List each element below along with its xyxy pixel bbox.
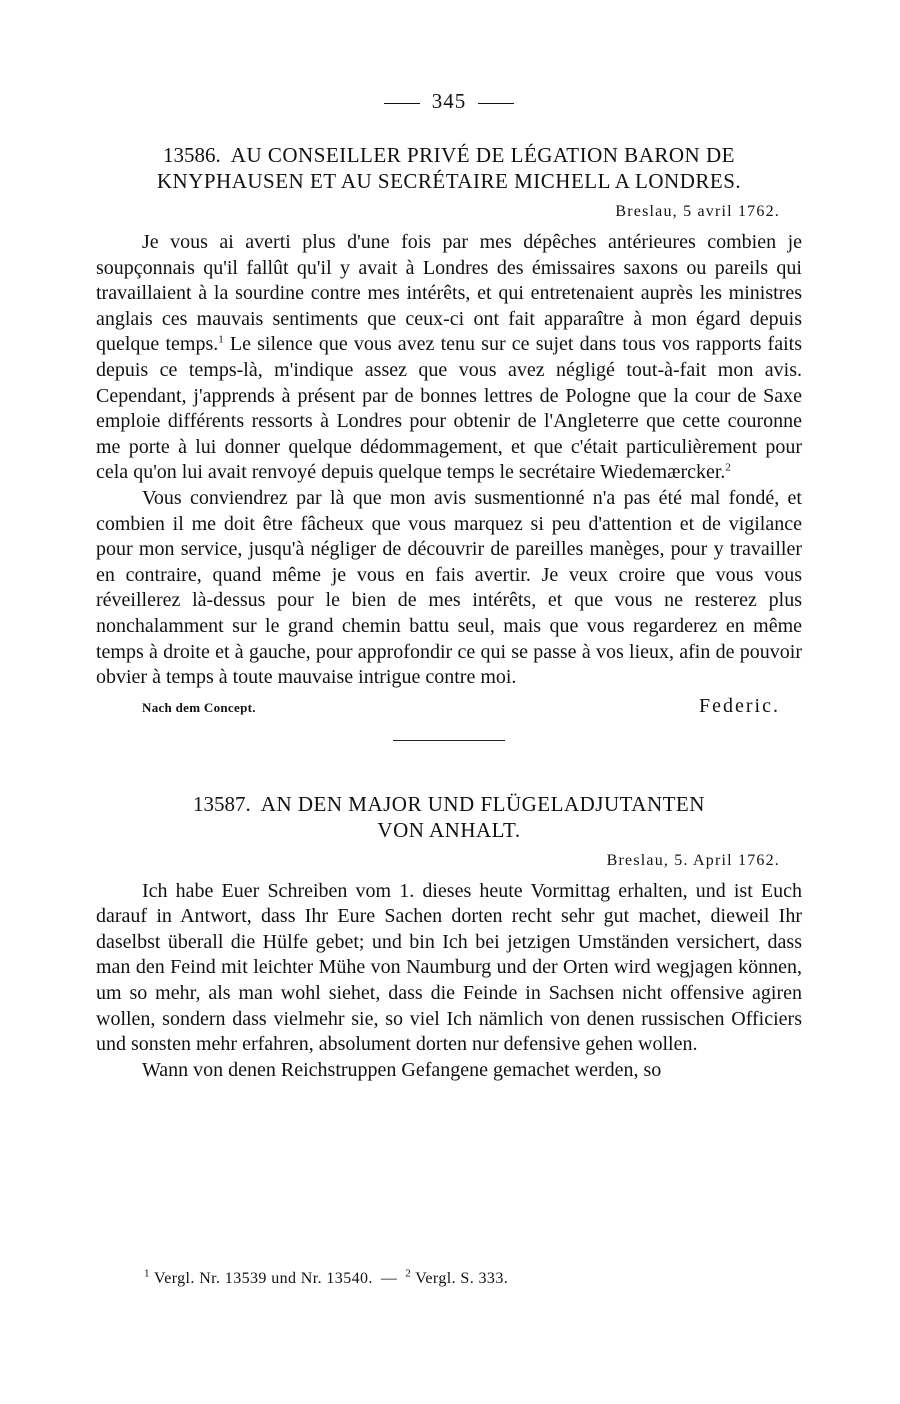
- letter-heading-line2: KNYPHAUSEN ET AU SECRÉTAIRE MICHELL A LONDRES.: [156, 169, 742, 193]
- paragraph-text: Wann von denen Reichstruppen Gefangene gemachet werden, so: [142, 1058, 662, 1081]
- paragraph-text: Le silence que vous avez tenu sur ce sujet dans tous vos rapports faits depuis ce temps-là, m'indique assez que vous avez négligé tout-à-fait mon avis. Cependant, j'apprends à présent par de bonnes lettres de Pologne que la cour de Saxe emploie différents ressorts à Londres pour obtenir de l'Angleterre que cette couronne me porte à lui donner quelque dédommagement, et que c'était particulièrement pour cela qu'on lui avait renvoyé depuis quelque temps le secrétaire Wiedemærcker.: [96, 333, 802, 484]
- footnote: [144, 1267, 373, 1287]
- dateline: Breslau, 5. April 1762.: [606, 851, 780, 869]
- letter-heading-line1: AU CONSEILLER PRIVÉ DE LÉGATION BARON DE: [230, 143, 735, 167]
- dateline: Breslau, 5 avril 1762.: [615, 203, 780, 220]
- footnotes: [144, 1267, 509, 1288]
- page-content: [96, 80, 802, 1083]
- page-number-dash-right: [478, 103, 514, 104]
- footnote: [405, 1267, 509, 1287]
- footnote-ref: 1: [218, 333, 224, 346]
- page-number-dash-left: [384, 103, 420, 104]
- footnote-marker: 2: [405, 1267, 412, 1280]
- letter-number: 13587.: [193, 791, 251, 816]
- paragraph-text: Vous conviendrez par là que mon avis susmentionné n'a pas été mal fondé, et combien il me doit être fâcheux que vous marquez si peu d'attention et de vigilance pour mon service, jusqu'à négliger de découvrir de pareilles manèges, pour y travailler en contraire, quand même je vous en fais avertir. Je veux croire que vous vous réveillerez là-dessus pour le bien de mes intérêts, et que vous ne resterez plus nonchalamment sur le grand chemin battu seul, mais que vous regarderez en même temps à droite et à gauche, pour approfondir ce qui se passe à vos lieux, afin de pouvoir obvier à temps à toute mauvaise intrigue contre moi.: [96, 486, 802, 689]
- letter-heading: [96, 142, 802, 194]
- footnote-ref: 2: [725, 461, 731, 474]
- paragraph-text: Ich habe Euer Schreiben vom 1. dieses heute Vormittag erhalten, und ist Euch darauf in Antwort, dass Ihr Eure Sachen dorten recht sehr gut machet, dieweil Ihr daselbst überall die Hülfe gebet; und bin Ich bei jetzigen Umständen versichert, dass man den Feind mit leichter Mühe von Naumburg und der Orten wird wegjagen können, um so mehr, als man wohl siehet, dass die Feinde in Sachsen nicht offensive agiren wollen, sondern dass vielmehr sie, so viel Ich nämlich von denen russischen Officiers und sonsten mehr erfahren, absolument dorten nur defensive gehen wollen.: [96, 879, 802, 1056]
- letter-13587: [96, 791, 802, 1084]
- page-number: [96, 88, 802, 114]
- letter-paragraph: [96, 486, 802, 691]
- source-note: Nach dem Concept.: [142, 699, 256, 715]
- letter-heading-line2: VON ANHALT.: [377, 817, 521, 842]
- letter-number: 13586.: [163, 143, 221, 167]
- letter-paragraph: [96, 879, 802, 1058]
- letter-paragraph: [96, 230, 802, 486]
- letter-paragraph: [96, 1058, 802, 1084]
- footnote-marker: 1: [144, 1267, 150, 1280]
- letter-13586: [96, 142, 802, 718]
- closing-row: [96, 695, 802, 718]
- letter-heading-line1: AN DEN MAJOR UND FLÜGELADJUTANTEN: [260, 791, 705, 816]
- signature: Federic.: [699, 694, 780, 717]
- page-number-text: 345: [431, 89, 467, 113]
- footnote-separator: —: [380, 1270, 398, 1287]
- footnote-text: Vergl. Nr. 13539 und Nr. 13540.: [154, 1270, 373, 1287]
- letter-heading: [96, 791, 802, 843]
- paragraph-text: Je vous ai averti plus d'une fois par mes dépêches antérieures combien je soupçonnais qu'il fallût qu'il y avait à Londres des émissaires saxons ou pareils qui travaillaient à la sourdine contre mes intérêts, et qui entretenaient auprès les ministres anglais ces mauvais sentiments que ceux-ci ont fait apparaître à mon égard depuis quelque temps.: [96, 231, 802, 356]
- section-separator-line: [393, 740, 505, 741]
- footnote-text: Vergl. S. 333.: [415, 1270, 509, 1287]
